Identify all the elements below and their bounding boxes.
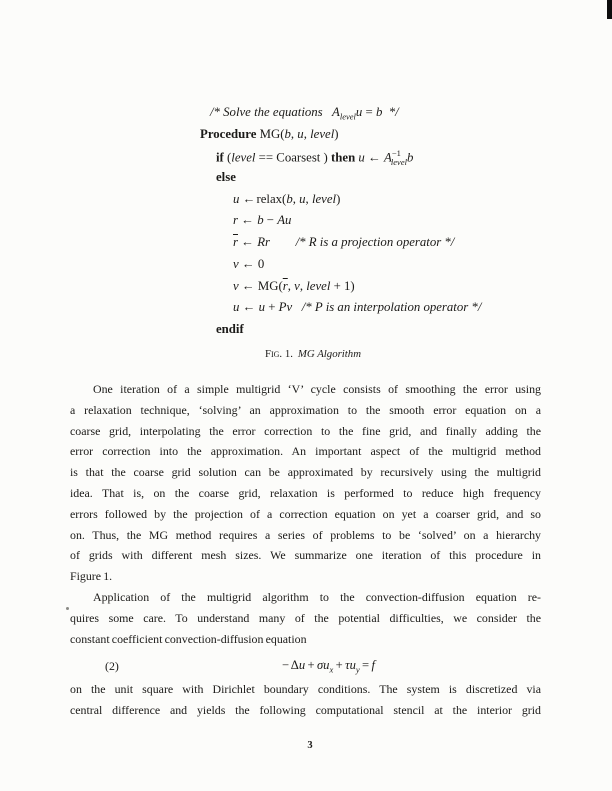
pseudocode-line: u ← relax(b, u, level) (233, 191, 341, 206)
figure-caption-title: MG Algorithm (297, 348, 362, 360)
pseudocode-line: u ← u + Pv /* P is an interpolation operator */ (233, 300, 482, 315)
scan-speck (66, 607, 69, 610)
text-line: idea. That is, on the coarse grid, relaxation is performed to reduce high frequency (70, 485, 541, 500)
page-number: 3 (307, 740, 313, 751)
pseudocode-line: $\overline{r}$ ← Rr /* R is a projection operator */ (233, 235, 455, 250)
text-line: error correction into the approximation. An important aspect of the multigrid method (70, 444, 541, 459)
text-line: on the unit square with Dirichlet boundary conditions. The system is discretized via (70, 682, 541, 697)
pseudocode-line: Procedure MG(b, u, level) (200, 126, 339, 141)
text-line: constant coefficient convection-diffusion equation (70, 631, 307, 646)
figure-caption-label: Fig. 1. (264, 348, 293, 360)
pseudocode-line: endif (216, 321, 244, 336)
text-line: errors followed by the projection of a correction equation on yet a coarser grid, and so (70, 506, 541, 521)
body-text (70, 382, 541, 724)
equation: − $\Delta u + \sigma u_x + \tau u_y = f$ (282, 658, 375, 675)
equation-number: (2) (105, 659, 119, 674)
pseudocode-block (200, 105, 481, 344)
text-line: One iteration of a simple multigrid ‘V’ cycle consists of smoothing the error using (93, 382, 541, 396)
text-line: quires some care. To understand many of the potential difficulties, we consider the (70, 610, 541, 625)
text-line: central difference and yields the following computational stencil at the interior grid (70, 703, 541, 718)
text-line: Figure 1. (70, 569, 113, 584)
pseudocode-line: r ← b − Au (233, 213, 292, 228)
pseudocode-line: v ← 0 (233, 256, 265, 271)
text-line: Application of the multigrid algorithm to the convection-diffusion equation re- (93, 589, 541, 604)
figure-caption (0, 348, 612, 360)
text-line: on. Thus, the MG method requires a series of problems to be ‘solved’ on a hierarchy (70, 527, 541, 542)
text-line: is that the coarse grid solution can be approximated by recursively using the multigrid (70, 465, 541, 480)
text-line: of grids with different mesh sizes. We summarize one iteration of this procedure in (70, 548, 541, 563)
text-line: coarse grid, interpolating the error correction to the fine grid, and finally adding the (70, 423, 541, 438)
scan-corner-mark (607, 0, 612, 19)
pseudocode-line: v ← $MG(\overline{r}$, v, level + 1) (233, 278, 355, 293)
pseudocode-line: else (216, 170, 236, 185)
text-line: a relaxation technique, ‘solving’ an approximation to the smooth error equation on a (70, 402, 541, 417)
equation-row (70, 652, 541, 682)
pseudocode-line: /* Solve the equations $A_{level}u = b$ */ (210, 105, 399, 122)
pseudocode-line: if (level == Coarsest ) then u ← $A^{-1}_{level}b$ (216, 148, 414, 168)
